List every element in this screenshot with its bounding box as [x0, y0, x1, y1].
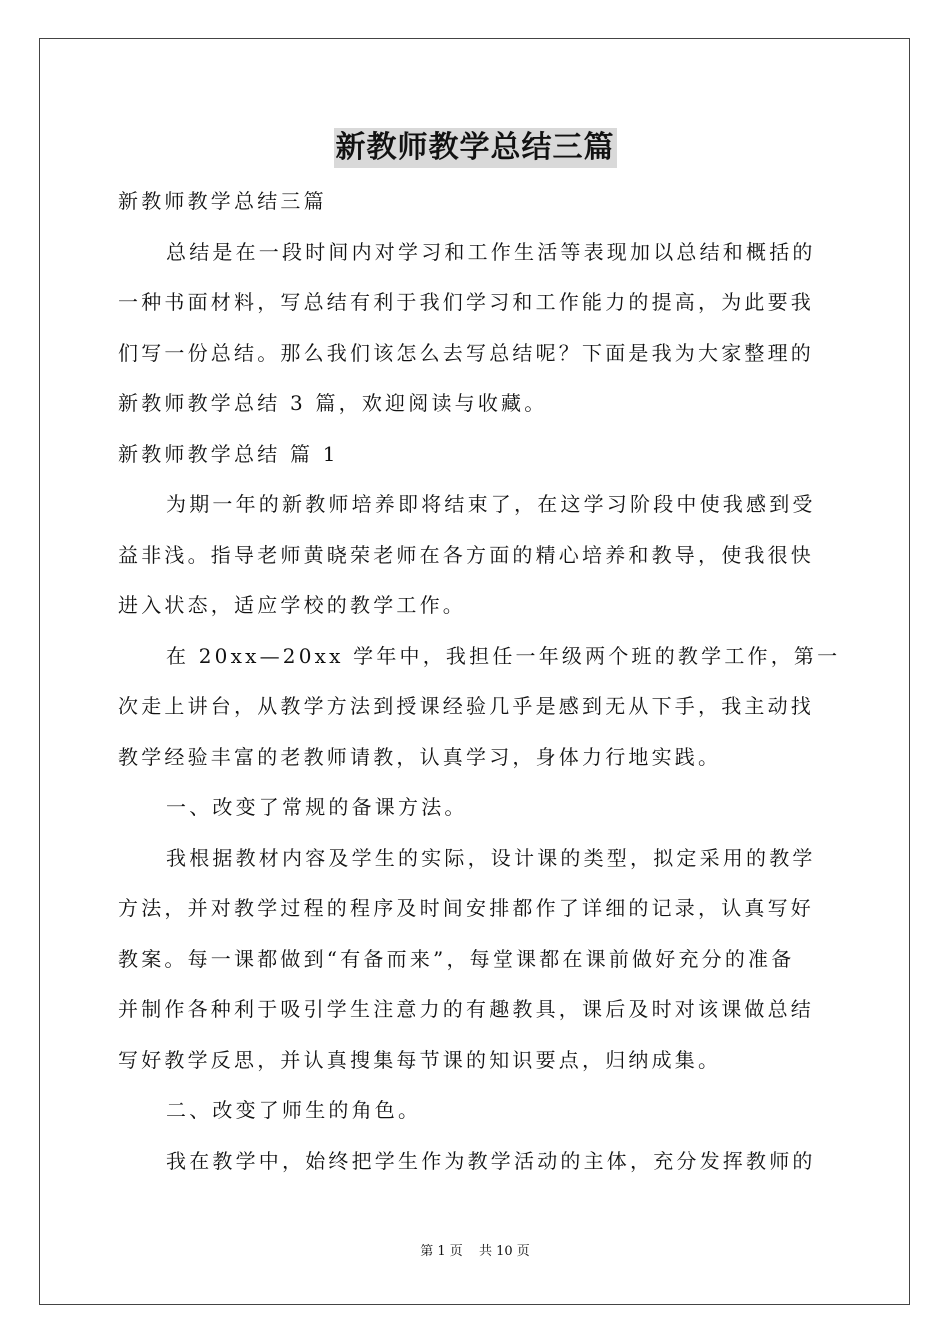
document-title: 新教师教学总结三篇: [334, 128, 617, 168]
page-footer: [0, 1240, 950, 1259]
document-body: [118, 176, 841, 1186]
text-line: 为期一年的新教师培养即将结束了，在这学习阶段中使我感到受: [166, 492, 816, 516]
text-line: 总结是在一段时间内对学习和工作生活等表现加以总结和概括的: [166, 239, 816, 264]
text-line: 进入状态，适应学校的教学工作。: [118, 593, 466, 617]
text-line: 在 20xx—20xx 学年中，我担任一年级两个班的教学工作，第一: [166, 643, 841, 668]
text-line: 们写一份总结。那么我们该怎么去写总结呢？下面是我为大家整理的: [118, 340, 814, 365]
text-line: 我在教学中，始终把学生作为教学活动的主体，充分发挥教师的: [166, 1148, 816, 1173]
title-container: [0, 128, 950, 168]
text-line: 我根据教材内容及学生的实际，设计课的类型，拟定采用的教学: [166, 845, 816, 870]
text-line: 新教师教学总结 3 篇，欢迎阅读与收藏。: [118, 391, 548, 415]
text-line: 一种书面材料，写总结有利于我们学习和工作能力的提高，为此要我: [118, 290, 814, 314]
text-line: 次走上讲台，从教学方法到授课经验几乎是感到无从下手，我主动找: [118, 694, 814, 718]
text-line: 新教师教学总结三篇: [118, 189, 327, 213]
total-pages: 共 10 页: [478, 1244, 530, 1259]
text-line: 教案。每一课都做到“有备而来”，每堂课都在课前做好充分的准备: [118, 946, 795, 971]
text-line: 写好教学反思，并认真搜集每节课的知识要点，归纳成集。: [118, 1047, 722, 1072]
text-line: 并制作各种利于吸引学生注意力的有趣教具，课后及时对该课做总结: [118, 997, 814, 1021]
subheading: 二、改变了师生的角色。: [166, 1098, 422, 1122]
text-line: 教学经验丰富的老教师请教，认真学习，身体力行地实践。: [118, 744, 722, 769]
section-heading: 新教师教学总结 篇 1: [118, 441, 339, 466]
page-number: 第 1 页: [420, 1244, 463, 1259]
text-line: 方法，并对教学过程的程序及时间安排都作了详细的记录，认真写好: [118, 896, 814, 920]
subheading: 一、改变了常规的备课方法。: [166, 795, 468, 819]
text-line: 益非浅。指导老师黄晓荣老师在各方面的精心培养和教导，使我很快: [118, 542, 814, 567]
